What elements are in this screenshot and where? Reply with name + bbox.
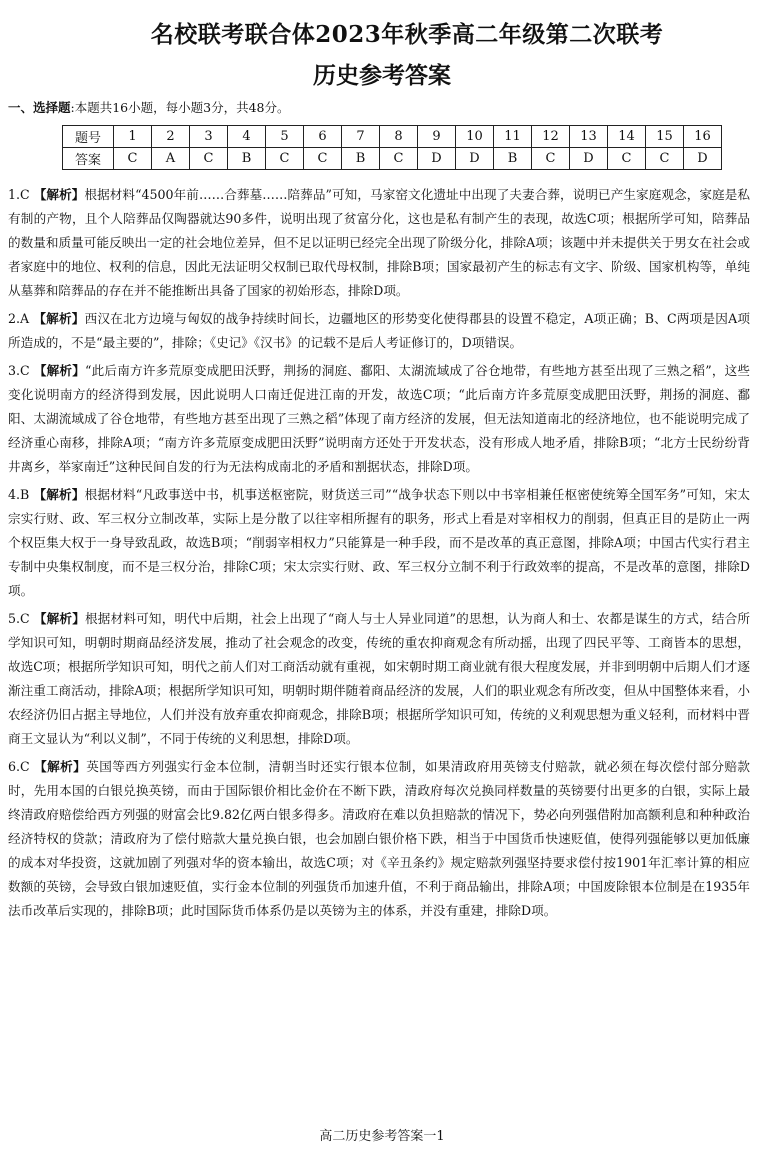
answer-cell: C <box>266 148 304 170</box>
question-number: 7 <box>342 126 380 148</box>
answer-cell: B <box>494 148 532 170</box>
explanation-item <box>8 183 750 303</box>
explanation-item <box>8 607 750 751</box>
item-keyword: 【解析】 <box>34 759 87 774</box>
question-number: 4 <box>228 126 266 148</box>
document-title: 名校联考联合体2023年秋季高二年级第二次联考 <box>150 21 664 48</box>
answer-cell: C <box>304 148 342 170</box>
question-number: 14 <box>608 126 646 148</box>
explanation-item <box>8 307 750 355</box>
answer-cell: A <box>152 148 190 170</box>
item-text: 根据材料“4500年前……合葬墓……陪葬品”可知，马家窑文化遗址中出现了夫妻合葬，说明已产生家庭观念，家庭是私有制的产物，且个人陪葬品仅陶器就达90多件，说明出现了贫富分化，这也是私有制产生的表现，故选C项；根据所学可知，陪葬品的数量和质量可能反映出一定的社会地位差异，但不足以证明已经完全出现了阶级分化，排除A项；该题中并未提供关于男女在社会或者家庭中的地位、权利的信息，因此无法证明父权制已取代母权制，排除B项；国家最初产生的标志有文字、阶级、国家机构等，单纯从墓葬和陪葬品的存在并不能推断出具备了国家的初始形态，排除D项。 <box>8 187 750 298</box>
answer-cell: B <box>228 148 266 170</box>
answer-table-number-row <box>63 126 722 148</box>
item-number: 4.B <box>8 487 30 502</box>
explanation-item <box>8 483 750 603</box>
item-keyword: 【解析】 <box>33 487 85 502</box>
answer-cell: D <box>570 148 608 170</box>
answer-cell: C <box>608 148 646 170</box>
answer-cell: D <box>684 148 722 170</box>
answer-explanations <box>8 183 750 927</box>
answer-table <box>62 125 722 170</box>
answer-cell: C <box>190 148 228 170</box>
answer-table-answer-row <box>63 148 722 170</box>
question-number: 10 <box>456 126 494 148</box>
explanation-item <box>8 359 750 479</box>
question-number: 8 <box>380 126 418 148</box>
item-text: “此后南方许多荒原变成肥田沃野，荆扬的洞庭、鄱阳、太湖流域成了谷仓地带，有些地方甚至出现了三熟之稻”，这些变化说明南方的经济得到发展，因此说明人口南迁促进江南的开发，故选C项；“此后南方许多荒原变成肥田沃野，荆扬的洞庭、鄱阳、太湖流域成了谷仓地带，有些地方甚至出现了三熟之稻”体现了南方经济的发展，但无法知道南北的经济地位，也不能说明完成了经济重心南移，排除A项；“南方许多荒原变成肥田沃野”说明南方还处于开发状态，没有形成人地矛盾，排除B项；“北方士民纷纷背井离乡，举家南迁”这种民间自发的行为无法构成南北的矛盾和割据状态，排除D项。 <box>8 363 750 474</box>
answer-cell: D <box>418 148 456 170</box>
item-number: 1.C <box>8 187 30 202</box>
section-heading <box>8 98 290 116</box>
item-number: 3.C <box>8 363 30 378</box>
item-keyword: 【解析】 <box>33 311 85 326</box>
question-number: 15 <box>646 126 684 148</box>
item-number: 6.C <box>8 759 30 774</box>
question-number: 2 <box>152 126 190 148</box>
row-label-answer: 答案 <box>63 148 114 170</box>
question-number: 3 <box>190 126 228 148</box>
item-number: 2.A <box>8 311 30 326</box>
answer-cell: C <box>532 148 570 170</box>
answer-cell: B <box>342 148 380 170</box>
item-number: 5.C <box>8 611 30 626</box>
question-number: 6 <box>304 126 342 148</box>
row-label-number: 题号 <box>63 126 114 148</box>
question-number: 11 <box>494 126 532 148</box>
item-keyword: 【解析】 <box>33 611 85 626</box>
question-number: 9 <box>418 126 456 148</box>
answer-cell: C <box>646 148 684 170</box>
answer-cell: C <box>380 148 418 170</box>
item-keyword: 【解析】 <box>33 363 85 378</box>
item-text: 根据材料可知，明代中后期，社会上出现了“商人与士人异业同道”的思想，认为商人和士、农都是谋生的方式，结合所学知识可知，明朝时期商品经济发展，推动了社会观念的改变，传统的重农抑商观念有所动摇，出现了四民平等、工商皆本的思想，故选C项；根据所学知识可知，明代之前人们对工商活动就有重视，如宋朝时期工商业就有很大程度发展，并非到明朝中后期人们才逐渐注重工商活动，排除A项；根据所学知识可知，明朝时期伴随着商品经济的发展，人们的职业观念有所改变，但从中国整体来看，小农经济仍旧占据主导地位，人们并没有放弃重农抑商观念，排除B项；根据所学知识可知，传统的义利观思想为重义轻利，而材料中晋商王文显认为“利以义制”，不同于传统的义利思想，排除D项。 <box>8 611 750 746</box>
section-label: 一、选择题 <box>8 100 71 115</box>
question-number: 13 <box>570 126 608 148</box>
answer-cell: C <box>114 148 152 170</box>
section-description: :本题共16小题，每小题3分，共48分。 <box>70 100 290 115</box>
question-number: 5 <box>266 126 304 148</box>
item-text: 西汉在北方边境与匈奴的战争持续时间长，边疆地区的形势变化使得郡县的设置不稳定，A项正确；B、C两项是因A项所造成的，不是“最主要的”，排除；《史记》《汉书》的记载不是后人考证修订的，D项错误。 <box>8 311 750 350</box>
explanation-item <box>8 755 750 923</box>
answer-cell: D <box>456 148 494 170</box>
item-text: 根据材料“凡政事送中书，机事送枢密院，财货送三司”“战争状态下则以中书宰相兼任枢密使统筹全国军务”可知，宋太宗实行财、政、军三权分立制改革，实际上是分散了以往宰相所握有的职务，形式上看是对宰相权力的削弱，但真正目的是防止一两个权臣集大权于一身导致乱政，故选B项；“削弱宰相权力”只能算是一种手段，而不是改革的真正意图，排除A项；中国古代实行君主专制中央集权制度，而不是三权分治，排除C项；宋太宗实行财、政、军三权分立制不利于行政效率的提高，不是改革的意图，排除D项。 <box>8 487 750 598</box>
page-footer: 高二历史参考答案一1 <box>319 1129 445 1144</box>
item-text: 英国等西方列强实行金本位制，清朝当时还实行银本位制，如果清政府用英镑支付赔款，就必须在每次偿付部分赔款时，先用本国的白银兑换英镑，而由于国际银价相比金价在不断下跌，清政府每次兑换同样数量的英镑要付出更多的白银，实际上最终清政府赔偿给西方列强的财富会比9.82亿两白银多得多。清政府在难以负担赔款的情况下，势必向列强借附加高额利息和种种政治经济特权的贷款；清政府为了偿付赔款大量兑换白银，也会加剧白银价格下跌，相当于中国货币快速贬值，使得列强能够以更加低廉的成本对华投资，这就加剧了列强对华的资本输出，故选C项；对《辛丑条约》规定赔款列强坚持要求偿付按1901年汇率计算的相应数额的英镑，会导致白银加速贬值，实行金本位制的列强货币加速升值，不利于商品输出，排除A项；中国废除银本位制是在1935年法币改革后实现的，排除B项；此时国际货币体系仍是以英镑为主的体系，并没有重建，排除D项。 <box>8 759 751 918</box>
question-number: 16 <box>684 126 722 148</box>
document-subtitle: 历史参考答案 <box>313 62 451 89</box>
question-number: 12 <box>532 126 570 148</box>
item-keyword: 【解析】 <box>33 187 85 202</box>
question-number: 1 <box>114 126 152 148</box>
